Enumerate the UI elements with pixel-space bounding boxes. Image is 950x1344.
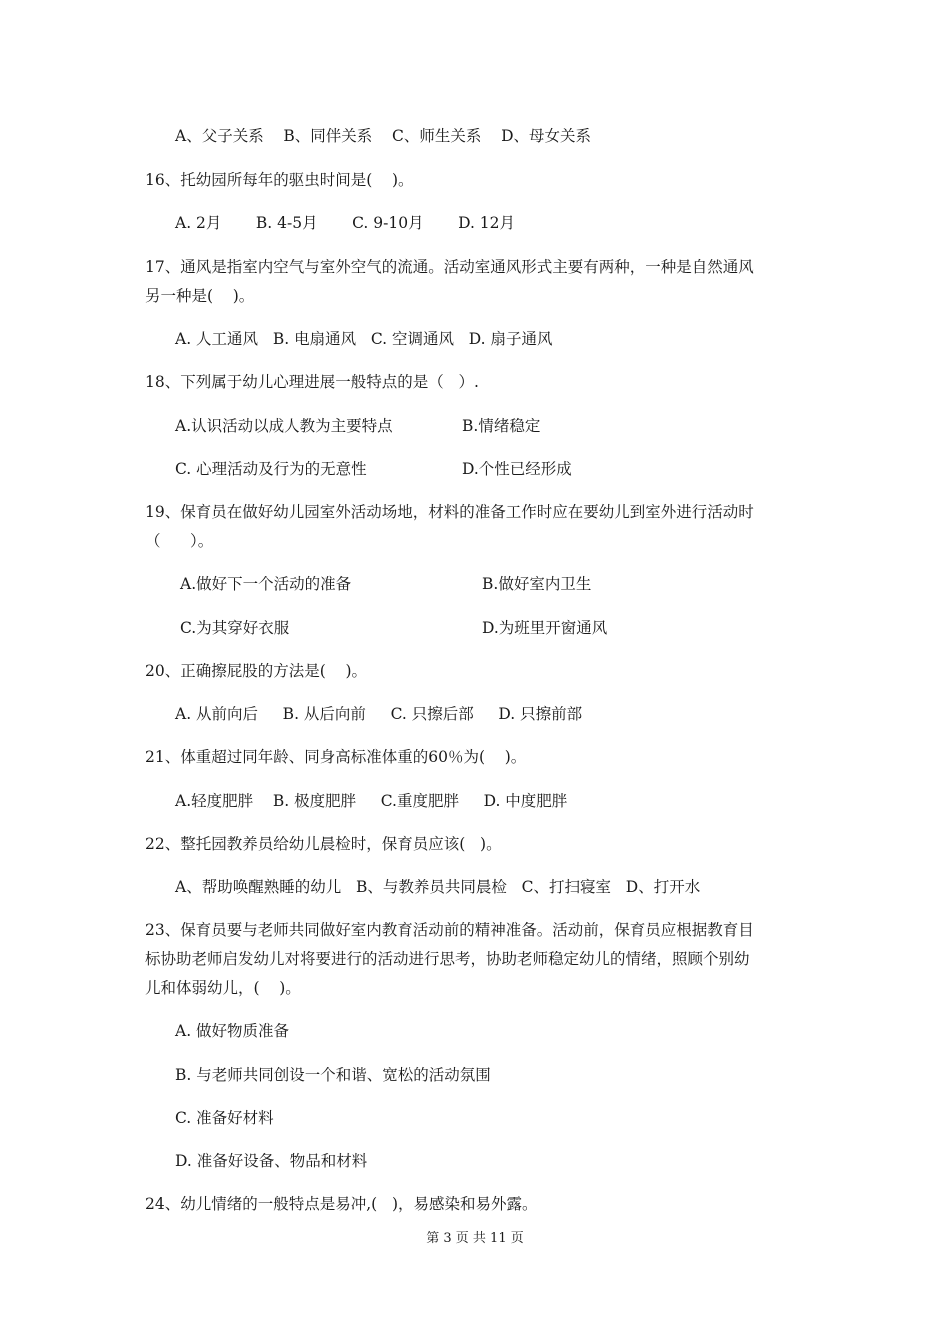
option-q23-c: C. 准备好材料 — [175, 1109, 274, 1127]
option-q18-a: A.认识活动以成人教为主要特点 — [175, 417, 393, 435]
options-q21: A.轻度肥胖 B. 极度肥胖 C.重度肥胖 D. 中度肥胖 — [175, 792, 568, 810]
options-q16: A. 2月 B. 4-5月 C. 9-10月 D. 12月 — [175, 214, 516, 232]
option-q19-a: A.做好下一个活动的准备 — [180, 575, 352, 593]
question-24: 24、幼儿情绪的一般特点是易冲,( )，易感染和易外露。 — [145, 1195, 538, 1213]
option-q19-d: D.为班里开窗通风 — [482, 619, 608, 637]
question-17-line2: 另一种是( )。 — [145, 287, 255, 305]
option-q23-a: A. 做好物质准备 — [175, 1022, 290, 1040]
question-18: 18、下列属于幼儿心理进展一般特点的是（ ）. — [145, 373, 479, 391]
options-q17: A. 人工通风 B. 电扇通风 C. 空调通风 D. 扇子通风 — [175, 330, 553, 348]
question-21: 21、体重超过同年龄、同身高标准体重的60％为( )。 — [145, 748, 527, 766]
question-23-line2: 标协助老师启发幼儿对将要进行的活动进行思考，协助老师稳定幼儿的情绪，照顾个别幼 — [145, 950, 750, 968]
options-q20: A. 从前向后 B. 从后向前 C. 只擦后部 D. 只擦前部 — [175, 705, 583, 723]
option-q18-b: B.情绪稳定 — [462, 417, 541, 435]
question-19-line2: （ ）。 — [145, 532, 214, 550]
question-23-line1: 23、保育员要与老师共同做好室内教育活动前的精神准备。活动前，保育员应根据教育目 — [145, 921, 754, 939]
options-q15: A、父子关系 B、同伴关系 C、师生关系 D、母女关系 — [175, 127, 591, 145]
question-17-line1: 17、通风是指室内空气与室外空气的流通。活动室通风形式主要有两种，一种是自然通风 — [145, 258, 754, 276]
page-footer: 第 3 页 共 11 页 — [426, 1231, 524, 1246]
question-20: 20、正确擦屁股的方法是( )。 — [145, 662, 368, 680]
question-23-line3: 儿和体弱幼儿，( )。 — [145, 979, 301, 997]
option-q23-d: D. 准备好设备、物品和材料 — [175, 1152, 368, 1170]
question-16: 16、托幼园所每年的驱虫时间是( )。 — [145, 171, 414, 189]
option-q23-b: B. 与老师共同创设一个和谐、宽松的活动氛围 — [175, 1066, 491, 1084]
option-q18-c: C. 心理活动及行为的无意性 — [175, 460, 367, 478]
options-q22: A、帮助唤醒熟睡的幼儿 B、与教养员共同晨检 C、打扫寝室 D、打开水 — [175, 878, 701, 896]
option-q19-c: C.为其穿好衣服 — [180, 619, 290, 637]
question-22: 22、整托园教养员给幼儿晨检时，保育员应该( )。 — [145, 835, 502, 853]
option-q18-d: D.个性已经形成 — [462, 460, 572, 478]
question-19-line1: 19、保育员在做好幼儿园室外活动场地，材料的准备工作时应在要幼儿到室外进行活动时 — [145, 503, 754, 521]
option-q19-b: B.做好室内卫生 — [482, 575, 592, 593]
